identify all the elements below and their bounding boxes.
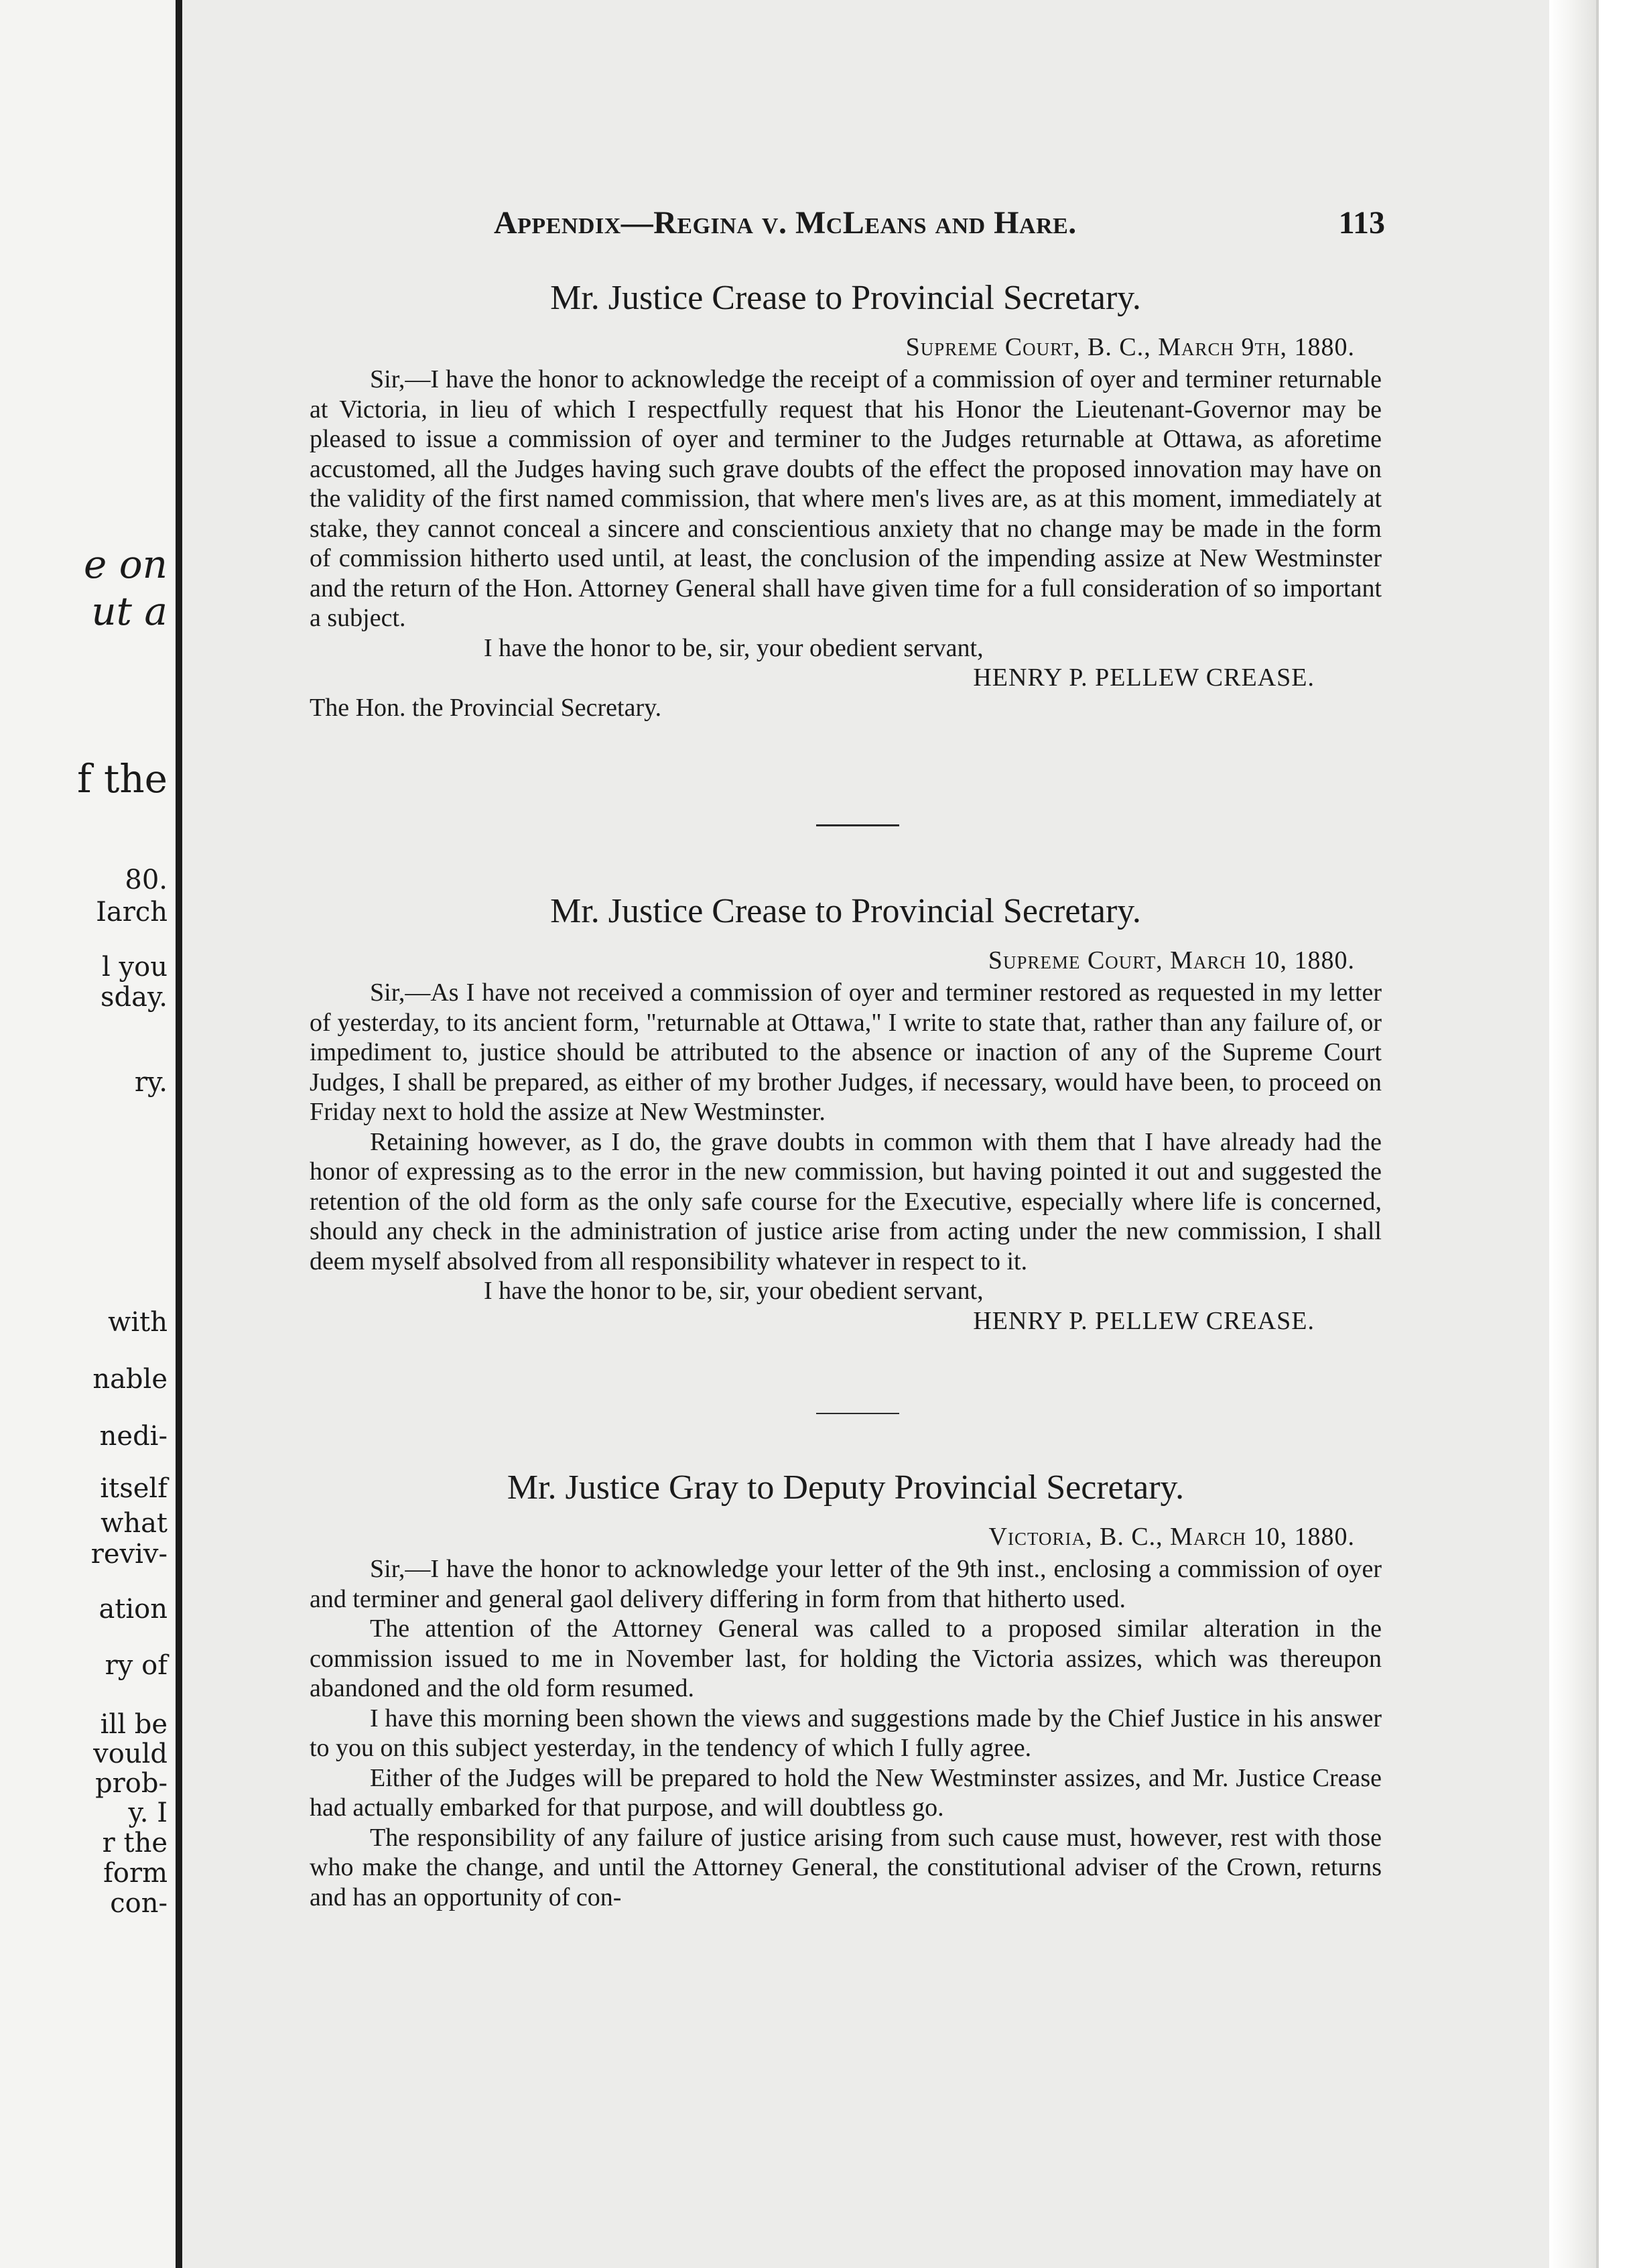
letter-signature: HENRY P. PELLEW CREASE. xyxy=(973,664,1315,692)
letter-heading: Mr. Justice Crease to Provincial Secretary. xyxy=(550,279,1141,317)
facing-page-fragment: Iarch xyxy=(96,897,168,928)
letter-addressee: The Hon. the Provincial Secretary. xyxy=(310,693,662,722)
section-rule xyxy=(816,824,899,826)
letter-body xyxy=(310,978,1382,1276)
letter-3 xyxy=(310,1468,1382,1912)
facing-page-fragment: what xyxy=(101,1508,168,1539)
facing-page-fragment: f the xyxy=(77,756,168,802)
letter-paragraph: Sir,—As I have not received a commission of oyer and terminer restored as requested in my letter of yesterday, to its ancient form, "returnable at Ottawa," I write to state that, rather than any failure of, or impediment to, justice should be attributed to the absence or inaction of any of the Supreme Court Judges, I shall be prepared, as either of my brother Judges, if necessary, would have been, to proceed on Friday next to hold the assize at New Westminster. xyxy=(310,979,1382,1126)
facing-page-fragment: form xyxy=(103,1858,168,1889)
letter-body xyxy=(310,365,1382,633)
facing-page-fragment: with xyxy=(108,1307,168,1338)
letter-paragraph: Either of the Judges will be prepared to hold the New Westminster assizes, and Mr. Justice Crease had actually embarked for that purpose, and will doubtless go. xyxy=(310,1763,1382,1822)
facing-page-fragment: nable xyxy=(92,1364,168,1395)
book-gutter xyxy=(176,0,182,2268)
letter-paragraph: I have this morning been shown the views and suggestions made by the Chief Justice in his answer to you on this subject yesterday, in the tendency of which I fully agree. xyxy=(310,1704,1382,1762)
letter-dateline: Supreme Court, March 10, 1880. xyxy=(988,946,1355,974)
page-number: 113 xyxy=(1338,205,1385,241)
facing-page-fragment: ry of xyxy=(105,1650,168,1681)
facing-page-fragment: vould xyxy=(93,1739,168,1769)
letter-paragraph: Sir,—I have the honor to acknowledge the receipt of a commission of oyer and terminer returnable at Victoria, in lieu of which I respectfully request that his Honor the Lieutenant-Governor may be pleased to issue a commission of oyer and terminer to the Judges returnable at Ottawa, as aforetime accustomed, all the Judges having such grave doubts of the effect the proposed innovation may have on the validity of the first named commission, that where men's lives are, as at this moment, immediately at stake, they cannot conceal a sincere and conscientious anxiety that no change may be made in the form of commission hitherto used until, at least, the conclusion of the impending assize at New Westminster and the return of the Hon. Attorney General shall have given time for a full consideration of so important a subject. xyxy=(310,365,1382,632)
letter-heading: Mr. Justice Crease to Provincial Secretary. xyxy=(550,892,1141,930)
facing-page-fragment: prob- xyxy=(95,1768,168,1799)
facing-page-edge xyxy=(0,0,176,2268)
running-head xyxy=(494,204,1385,251)
letter-dateline: Victoria, B. C., March 10, 1880. xyxy=(988,1523,1355,1551)
facing-page-fragment: nedi- xyxy=(99,1421,168,1452)
letter-closing: I have the honor to be, sir, your obedient servant, xyxy=(484,1277,984,1305)
facing-page-fragment: ation xyxy=(98,1594,168,1625)
facing-page-fragment: sday. xyxy=(101,982,168,1013)
letter-closing: I have the honor to be, sir, your obedient servant, xyxy=(484,633,984,662)
letter-paragraph: Retaining however, as I do, the grave doubts in common with them that I have already had the honor of expressing as to the error in the new commission, but having pointed it out and suggested the retention of the old form as the only safe course for the Executive, especially where life is concerned, should any check in the administration of justice arise from acting under the new commission, I shall deem myself absolved from all responsibility whatever in respect to it. xyxy=(310,1127,1382,1275)
facing-page-fragment: l you xyxy=(102,952,168,983)
letter-body xyxy=(310,1554,1382,1912)
section-rule xyxy=(816,1413,899,1414)
letter-2 xyxy=(310,891,1382,1336)
facing-page-fragment: ut a xyxy=(91,588,168,634)
facing-page-fragment: y. I xyxy=(128,1798,168,1828)
letter-paragraph: Sir,—I have the honor to acknowledge your letter of the 9th inst., enclosing a commission of oyer and terminer and general gaol delivery differing in form from that hitherto used. xyxy=(310,1555,1382,1613)
scan-margin xyxy=(1599,0,1643,2268)
facing-page-fragment: 80. xyxy=(125,865,168,895)
facing-page-fragment: itself xyxy=(100,1473,168,1504)
letter-dateline: Supreme Court, B. C., March 9th, 1880. xyxy=(905,333,1355,361)
letter-1 xyxy=(310,278,1382,722)
facing-page-fragment: ill be xyxy=(100,1709,168,1740)
facing-page-fragment: e on xyxy=(83,542,168,587)
facing-page-fragment: reviv- xyxy=(90,1539,168,1570)
letter-heading: Mr. Justice Gray to Deputy Provincial Secretary. xyxy=(507,1468,1185,1507)
letter-paragraph: The attention of the Attorney General was called to a proposed similar alteration in the commission issued to me in November last, for holding the Victoria assizes, which was thereupon abandoned and the old form resumed. xyxy=(310,1615,1382,1702)
page-curl-edge xyxy=(1549,0,1596,2268)
facing-page-fragment: r the xyxy=(102,1828,168,1858)
running-head-title: Appendix—Regina v. McLeans and Hare. xyxy=(494,205,1077,241)
letter-signature: HENRY P. PELLEW CREASE. xyxy=(973,1306,1315,1335)
facing-page-fragment: con- xyxy=(110,1888,168,1919)
letter-paragraph: The responsibility of any failure of justice arising from such cause must, however, rest with those who make the change, and until the Attorney General, the constitutional adviser of the Crown, returns and has an opportunity of con- xyxy=(310,1823,1382,1911)
facing-page-fragment: ry. xyxy=(134,1067,168,1098)
